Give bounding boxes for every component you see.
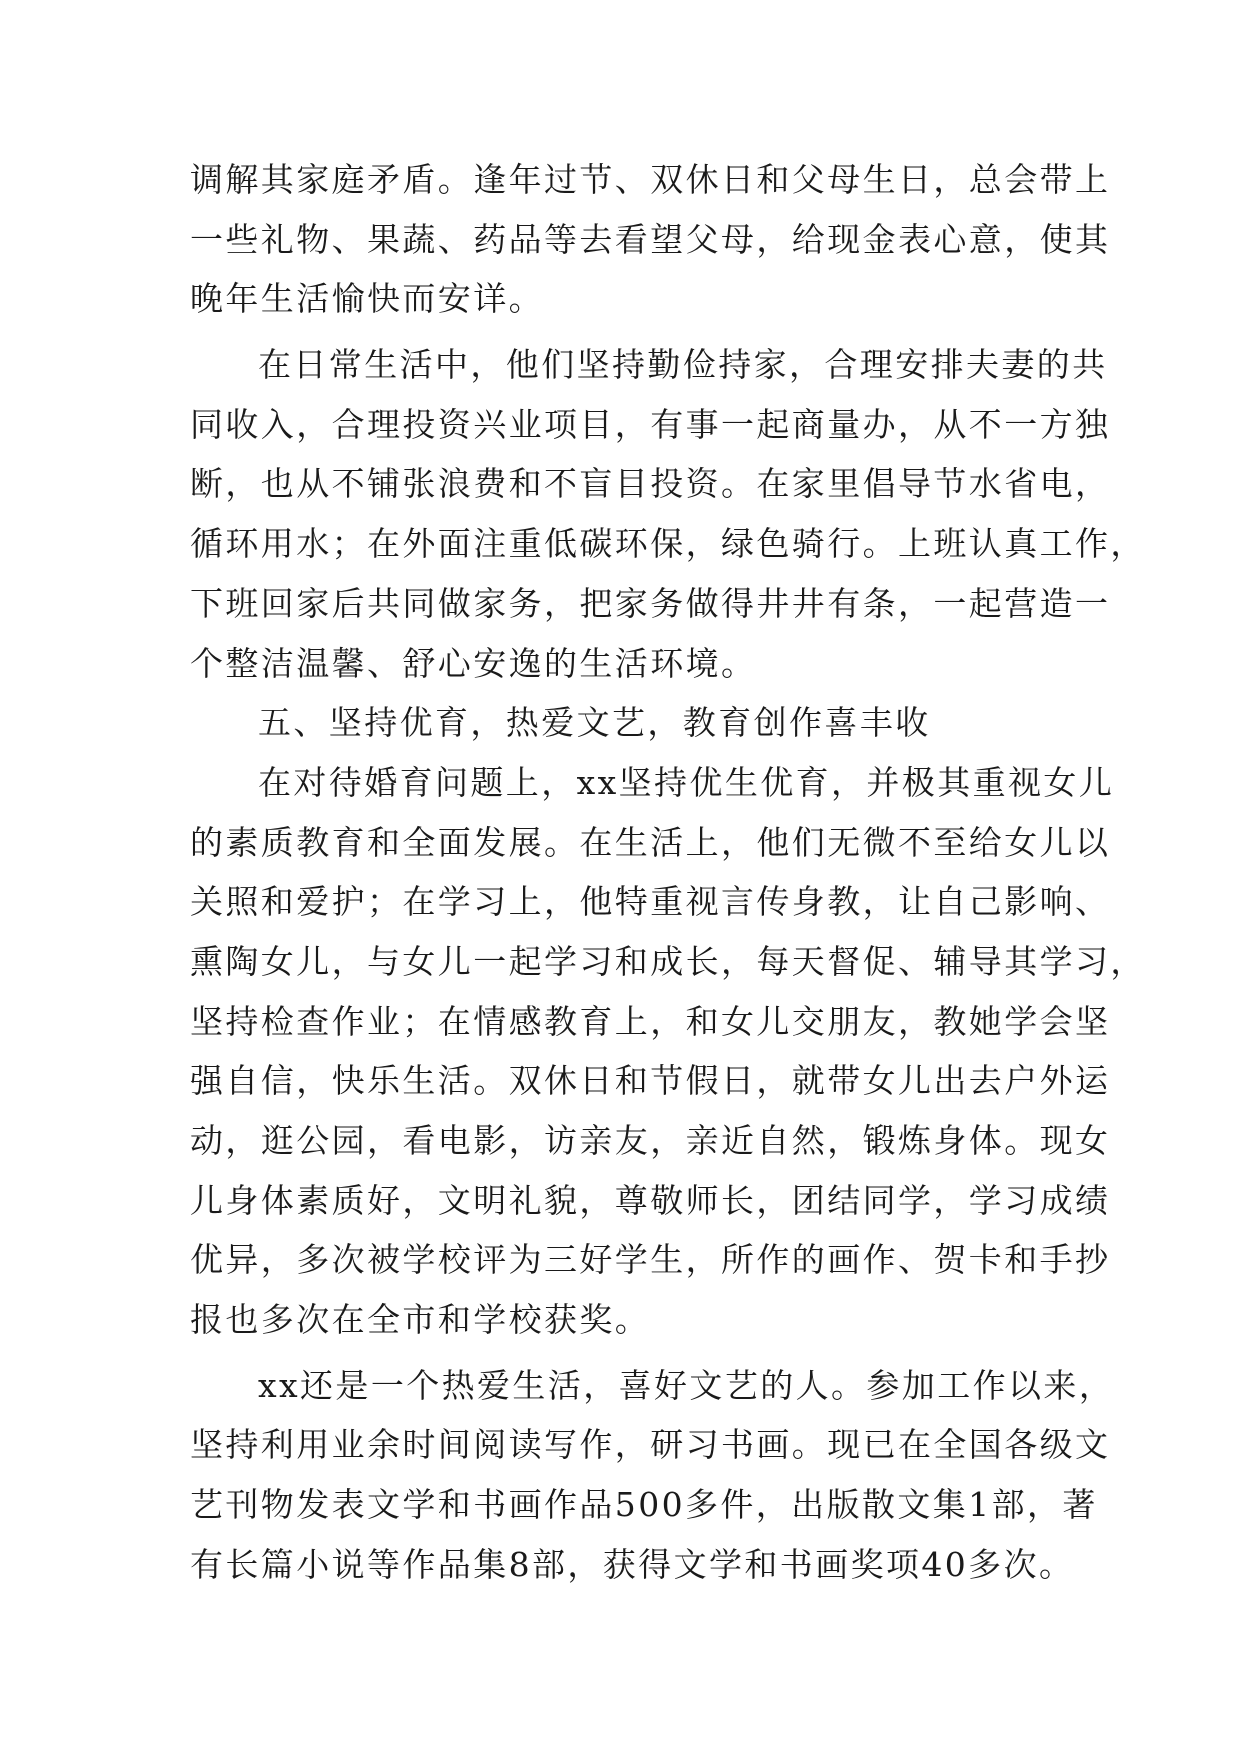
paragraph-line: 的素质教育和全面发展。在生活上，他们无微不至给女儿以 (190, 822, 1111, 862)
paragraph-line: 晚年生活愉快而安详。 (190, 279, 544, 319)
paragraph-line: 动，逛公园，看电影，访亲友，亲近自然，锻炼身体。现女 (190, 1121, 1111, 1160)
paragraph-line: 下班回家后共同做家务，把家务做得井井有条，一起营造一 (190, 583, 1111, 623)
paragraph-line: 循环用水；在外面注重低碳环保，绿色骑行。上班认真工作， (190, 524, 1146, 564)
paragraph-line: xx还是一个热爱生活，喜好文艺的人。参加工作以来， (258, 1365, 1115, 1405)
paragraph-line: 断，也从不铺张浪费和不盲目投资。在家里倡导节水省电， (190, 464, 1111, 504)
paragraph-line: 优异，多次被学校评为三好学生，所作的画作、贺卡和手抄 (190, 1240, 1111, 1280)
paragraph-line: 关照和爱护；在学习上，他特重视言传身教，让自己影响、 (190, 882, 1111, 922)
paragraph-line: 儿身体素质好，文明礼貌，尊敬师长，团结同学，学习成绩 (190, 1180, 1111, 1220)
paragraph-line: 在日常生活中，他们坚持勤俭持家，合理安排夫妻的共 (258, 345, 1108, 385)
paragraph-line: 在对待婚育问题上，xx坚持优生优育，并极其重视女儿 (258, 762, 1115, 802)
paragraph-line: 坚持利用业余时间阅读写作，研习书画。现已在全国各级文 (190, 1425, 1111, 1465)
paragraph-line: 强自信，快乐生活。双休日和节假日，就带女儿出去户外运 (190, 1061, 1111, 1101)
section-heading: 五、坚持优育，热爱文艺，教育创作喜丰收 (258, 703, 931, 743)
paragraph-line: 个整洁温馨、舒心安逸的生活环境。 (190, 643, 757, 683)
paragraph-line: 同收入，合理投资兴业项目，有事一起商量办，从不一方独 (190, 404, 1111, 444)
paragraph-line: 艺刊物发表文学和书画作品500多件，出版散文集1部，著 (190, 1485, 1098, 1525)
paragraph-line: 一些礼物、果蔬、药品等去看望父母，给现金表心意，使其 (190, 219, 1111, 259)
paragraph-line: 有长篇小说等作品集8部，获得文学和书画奖项40多次。 (190, 1544, 1075, 1584)
paragraph-line: 调解其家庭矛盾。逢年过节、双休日和父母生日，总会带上 (190, 160, 1111, 199)
paragraph-line: 报也多次在全市和学校获奖。 (190, 1300, 651, 1340)
paragraph-line: 熏陶女儿，与女儿一起学习和成长，每天督促、辅导其学习， (190, 941, 1146, 981)
document-body (190, 150, 1146, 1595)
paragraph-line: 坚持检查作业；在情感教育上，和女儿交朋友，教她学会坚 (190, 1001, 1111, 1041)
